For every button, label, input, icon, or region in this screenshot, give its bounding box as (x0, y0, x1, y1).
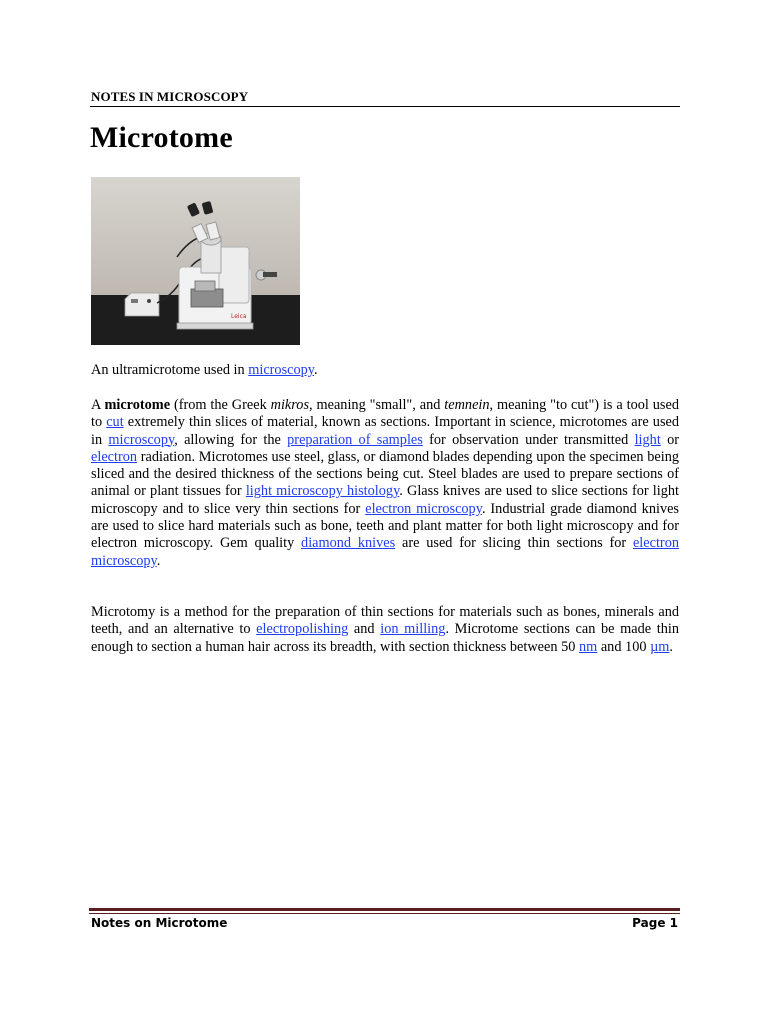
text-run: for observation under transmitted (422, 431, 635, 448)
link-electron-microscopy-2[interactable]: electron microscopy (91, 535, 679, 569)
link-microscopy-caption[interactable]: microscopy (248, 362, 315, 378)
caption-text: An ultramicrotome used in (91, 362, 249, 378)
footer-title: Notes on Microtome (91, 916, 228, 930)
link-light[interactable]: light (634, 431, 661, 448)
text-run: , meaning "to cut") is a tool used to (91, 397, 679, 431)
link-electron-microscopy[interactable]: electron microscopy (365, 500, 482, 517)
footer-rule-thin (89, 913, 680, 914)
text-run: A (91, 397, 105, 413)
link-um[interactable]: µm (650, 638, 670, 655)
paragraph-microtome-definition (91, 397, 679, 570)
text-run: and 100 (597, 638, 651, 655)
text-run: , allowing for the (174, 431, 288, 448)
footer-rule-thick (89, 908, 680, 911)
text-run: . Glass knives are used to slice sections for light microscopy and to slice very thin sections for (91, 483, 680, 517)
text-run: radiation. Microtomes use steel, glass, or diamond blades depending upon the specimen being sliced and the desired thickness of the sections being cut. Steel blades are used to prepare sections of animal or plant tissues for (91, 448, 679, 500)
text-run: . (669, 638, 673, 655)
text-run: . (156, 552, 161, 569)
link-electron[interactable]: electron (91, 448, 138, 465)
running-header: NOTES IN MICROSCOPY (91, 89, 249, 104)
link-light-microscopy-histology[interactable]: light microscopy histology (245, 483, 400, 500)
text-run: (from the Greek (170, 397, 271, 413)
text-run: and (348, 621, 381, 638)
link-diamond-knives[interactable]: diamond knives (301, 535, 396, 552)
caption-end: . (314, 362, 318, 378)
link-electropolishing[interactable]: electropolishing (256, 621, 349, 638)
term-temnein: temnein (444, 397, 490, 413)
header-rule (90, 106, 680, 107)
term-mikros: mikros (270, 397, 310, 413)
figure-caption (91, 362, 679, 379)
page-number: Page 1 (632, 916, 678, 930)
link-microscopy[interactable]: microscopy (108, 431, 175, 448)
microtome-photo (91, 177, 300, 345)
link-nm[interactable]: nm (578, 638, 598, 655)
text-run: Microtomy is a method for the preparation of thin sections for materials such as bones, minerals and teeth, and an alternative to (91, 604, 679, 638)
text-run: . Industrial grade diamond knives are used to slice hard materials such as bone, teeth and plant matter for both light microscopy and for electron microscopy. Gem quality (91, 500, 679, 552)
text-run: extremely thin slices of material, known as sections. Important in science, microtomes are used in (91, 414, 679, 448)
text-run: , meaning "small", and (309, 397, 445, 413)
link-preparation-of-samples[interactable]: preparation of samples (287, 431, 423, 448)
svg-text:Leica: Leica (231, 313, 247, 320)
text-run: . Microtome sections can be made thin enough to section a human hair across its breadth, with section thickness between 50 (91, 621, 679, 655)
link-cut[interactable]: cut (106, 414, 124, 431)
term-microtome: microtome (104, 397, 171, 413)
text-run: are used for slicing thin sections for (395, 535, 633, 552)
link-ion-milling[interactable]: ion milling (380, 621, 446, 638)
page-title: Microtome (90, 121, 233, 154)
text-run: or (660, 431, 680, 448)
paragraph-microtomy (91, 604, 679, 656)
